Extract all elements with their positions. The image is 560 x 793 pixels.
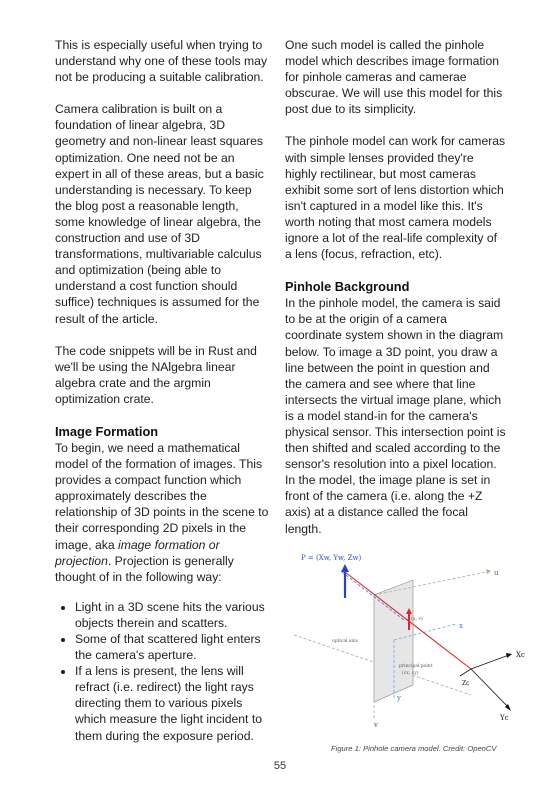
paragraph-calibration-tools: This is especially useful when trying to understand why one of these tools may not be producing a suitable calibration. (55, 38, 268, 85)
camera-x-label: Xc (516, 651, 525, 659)
principal-point-label: principal point (399, 664, 433, 669)
u-axis-line (374, 571, 491, 595)
v-axis-label: v (374, 721, 378, 729)
paragraph-foundations: Camera calibration is built on a foundation of linear algebra, 3D geometry and non-linear least squares optimization. One need not be an expert in all of these areas, but a basic understanding is necessary. To keep the blog post a reasonable length, some knowledge of linear algebra, the construction and use of 3D transformations, multivariable calculus and optimization (being able to understand a cost function should suffice) techniques is assumed for the result of the article. (55, 102, 264, 326)
principal-point-coords: (cx, cy) (402, 671, 419, 676)
diagram-svg (286, 550, 536, 730)
heading-image-formation: Image Formation (55, 423, 159, 439)
camera-y-axis (471, 669, 509, 708)
list-item: • If a lens is present, the lens will refract (i.e. redirect) the light rays directing them to various pixels which measure the light incident to them during the exposure period. (75, 663, 270, 743)
optical-axis-label: optical axis (332, 639, 358, 644)
camera-y-label: Yc (500, 714, 509, 722)
uv-point-label: (u, v) (411, 617, 423, 622)
x-axis-label: x (459, 622, 463, 630)
right-column (285, 37, 507, 553)
projection-steps-list (55, 599, 270, 744)
page-number: 55 (273, 760, 287, 772)
u-axis-arrowhead (486, 569, 491, 574)
figure-caption: Figure 1: Pinhole camera model. Credit: OpenCV (331, 744, 497, 753)
emphasis-image-formation: image formation or projection (55, 537, 220, 568)
camera-x-arrowhead (506, 653, 512, 658)
u-axis-label: u (494, 569, 499, 577)
paragraph-lens-distortion: The pinhole model can work for cameras with simple lenses provided they're highly rectilinear, but most cameras exhibit some sort of lens distortion which isn't captured in a model like this. It's worth noting that most camera models ignore a lot of the real-life complexity of a lens (focus, refraction, etc). (285, 134, 506, 262)
paragraph-pinhole-model: One such model is called the pinhole model which describes image formation for pinhole cameras and camerae obscurae. We will use this model for this post due to its simplicity. (285, 38, 503, 117)
paragraph-pinhole-background: In the pinhole model, the camera is said to be at the origin of a camera coordinate system shown in the diagram below. To image a 3D point, you draw a line between the point in question and the camera and see where that line intersects the virtual image plane, which is a model stand-in for the camera's physical sensor. This intersection point is then shifted and scaled according to the sensor's resolution into a pixel location. In the model, the image plane is set in front of the camera (i.e. along the +Z axis) at a distance called the focal length. (285, 296, 506, 536)
heading-pinhole-background: Pinhole Background (285, 279, 410, 295)
camera-z-label: Zc (462, 680, 470, 687)
paragraph-code-snippets: The code snippets will be in Rust and we'll be using the NAlgebra linear algebra crate and the argmin optimization crate. (55, 343, 257, 406)
left-column (55, 37, 270, 744)
pinhole-camera-diagram (286, 550, 536, 730)
camera-x-axis (471, 655, 509, 669)
camera-z-axis (460, 669, 471, 676)
world-point-label: P = (Xw, Yw, Zw) (301, 554, 362, 562)
paragraph-image-formation: To begin, we need a mathematical model of the formation of images. This provides a compact function which approximately describes the relationship of 3D points in the scene to their corresponding 2D pixels in the image, aka image formation or projection. Projection is generally thought of in the following way: (55, 440, 269, 584)
y-axis-label: y (397, 694, 401, 702)
list-item: • Light in a 3D scene hits the various objects therein and scatters. (75, 599, 270, 631)
world-point-arrowhead (341, 564, 349, 572)
list-item: • Some of that scattered light enters the camera's aperture. (75, 631, 270, 663)
